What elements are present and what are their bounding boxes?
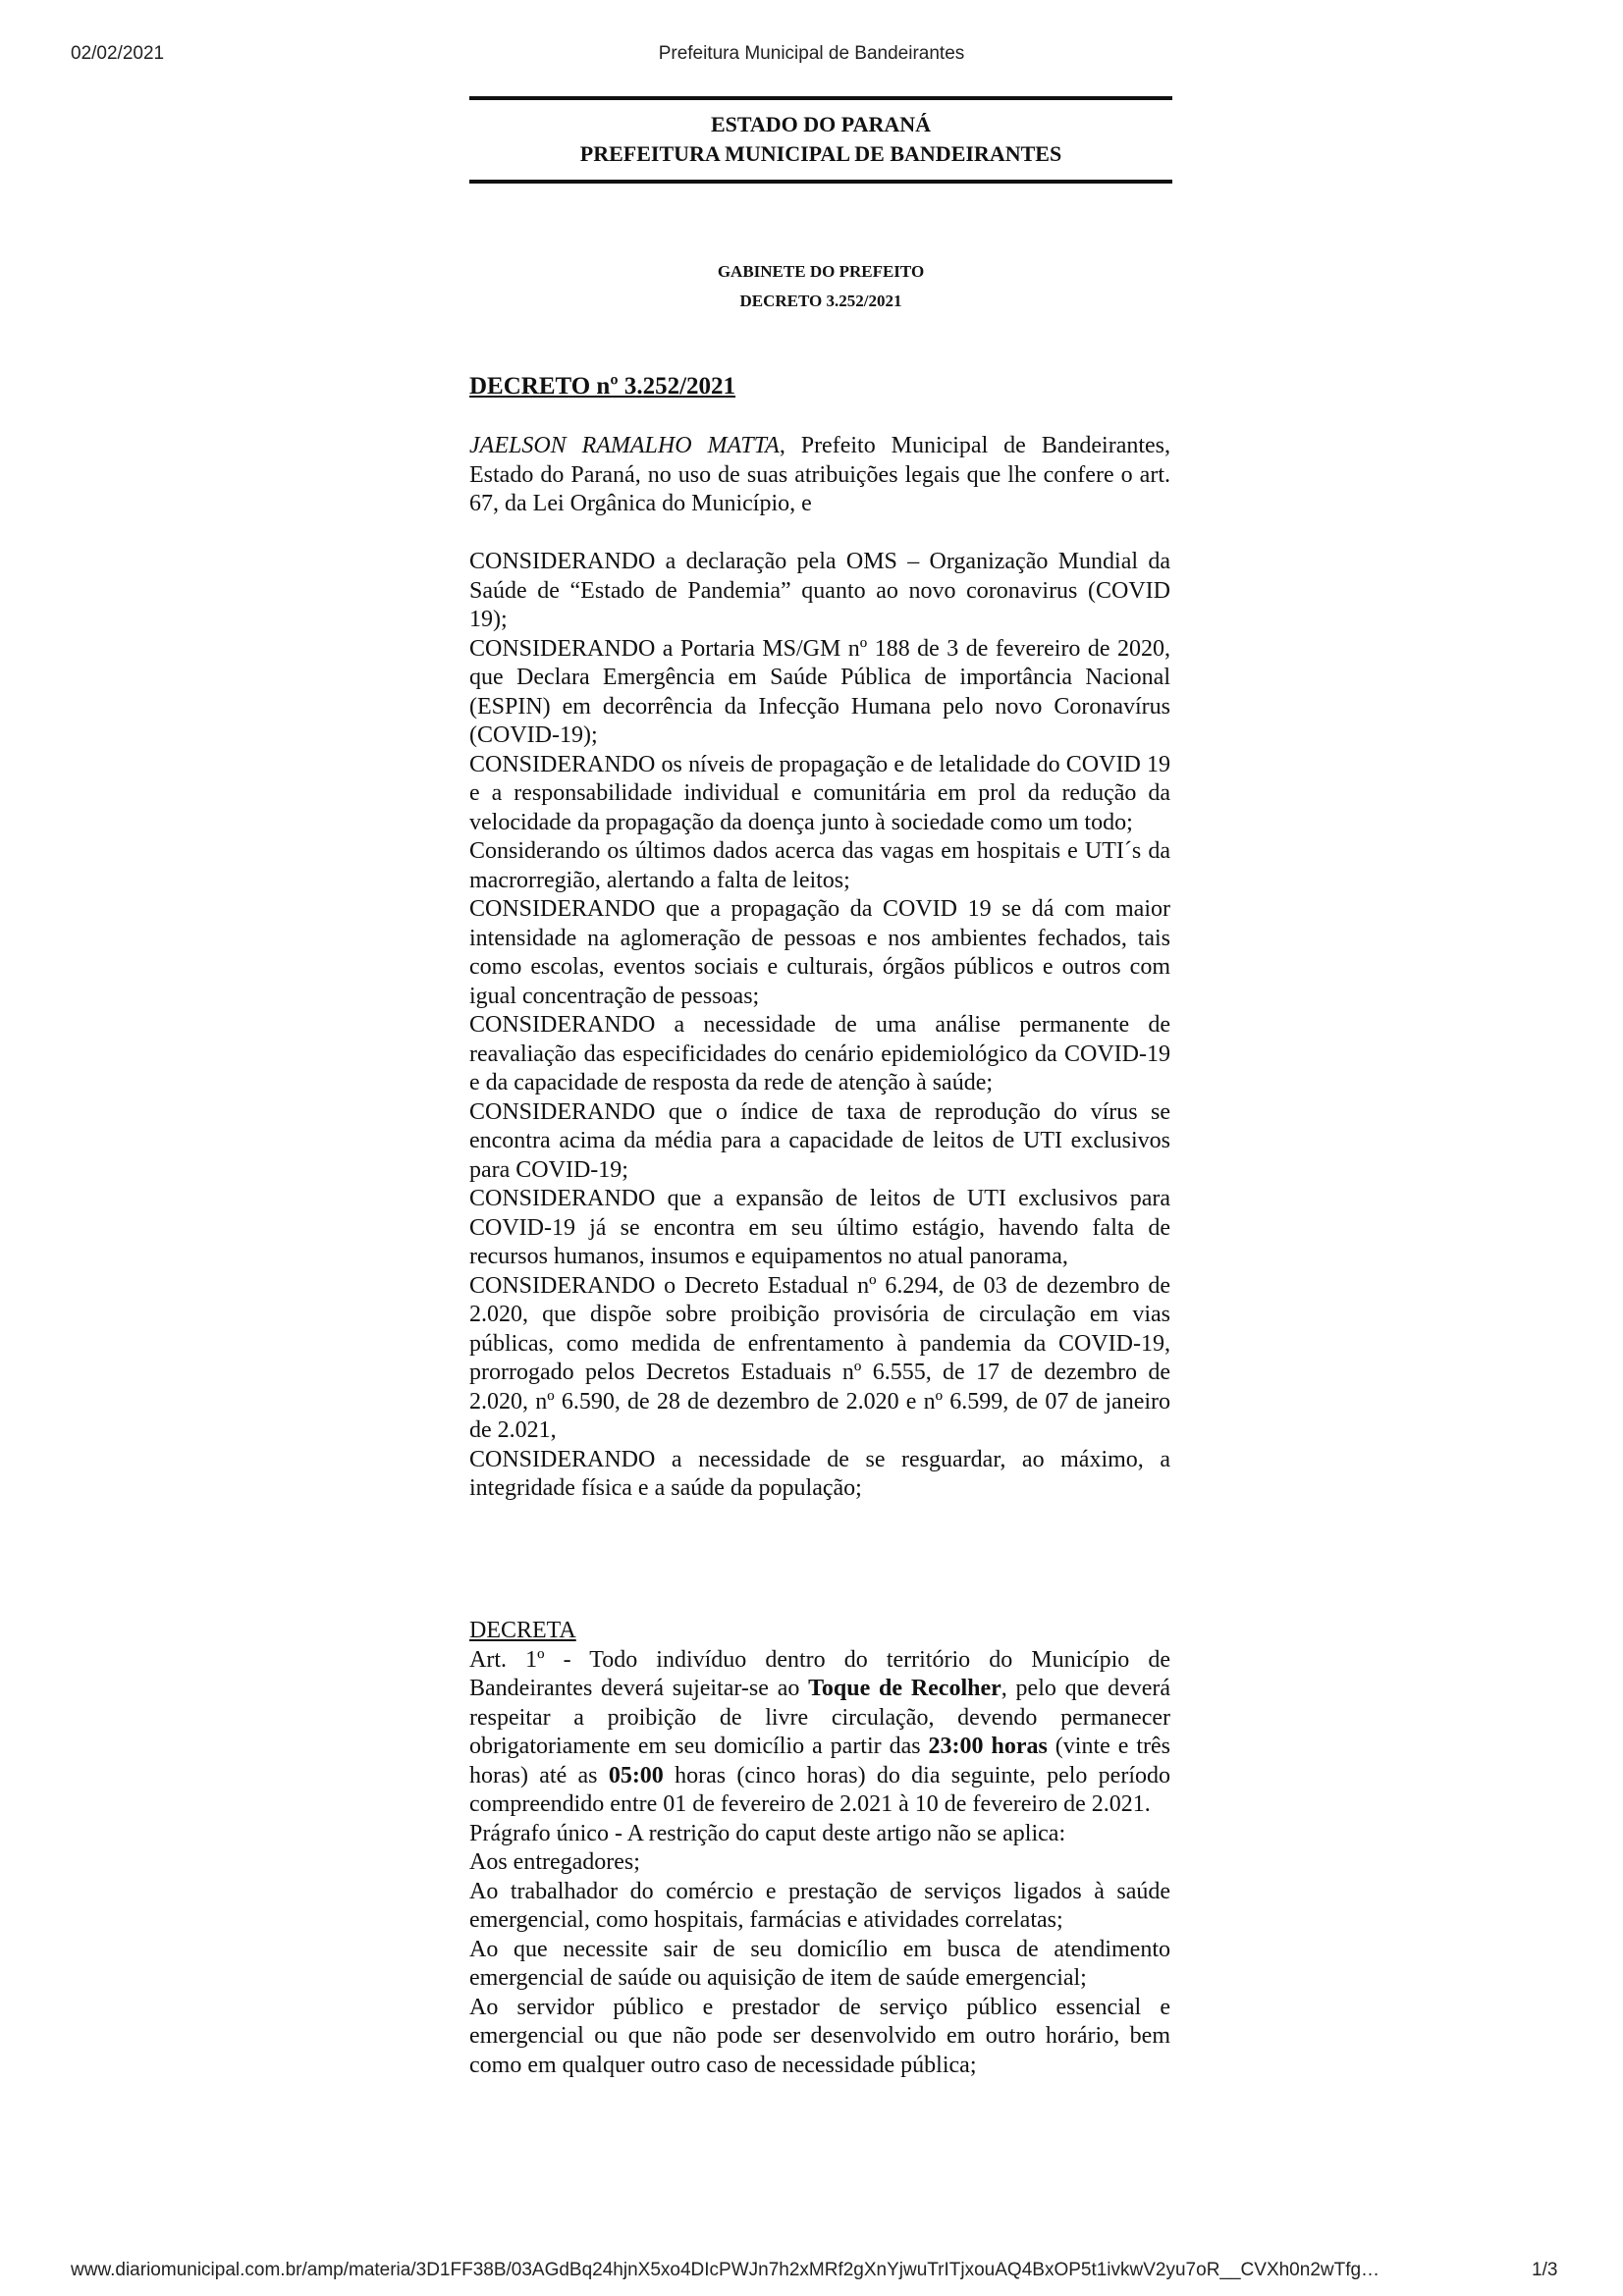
exemption-item: Aos entregadores; bbox=[469, 1849, 640, 1875]
considerations-list bbox=[469, 548, 1170, 1504]
letterhead-state: ESTADO DO PARANÁ bbox=[710, 112, 932, 136]
letterhead bbox=[469, 110, 1172, 169]
exemption-item: Ao que necessite sair de seu domicílio em busca de atendimento emergencial de saúde ou aquisição de item de saúde emergencial; bbox=[469, 1936, 1170, 1991]
article-1-text: , pelo que deverá respeitar a proibição de livre circulação, devendo permanecer obrigatoriamente em seu domicílio a partir das bbox=[469, 1676, 1171, 1759]
office-name: GABINETE DO PREFEITO bbox=[717, 262, 925, 281]
office-block bbox=[469, 257, 1172, 316]
curfew-start-time: 23:00 horas bbox=[928, 1734, 1048, 1759]
office-decree-number: DECRETO 3.252/2021 bbox=[739, 292, 902, 310]
letterhead-municipality: PREFEITURA MUNICIPAL DE BANDEIRANTES bbox=[579, 141, 1062, 166]
curfew-end-time: 05:00 bbox=[608, 1762, 664, 1789]
article-1-text: Art. 1º - Todo indivíduo dentro do território do Município de Bandeirantes deverá sujeitar-se ao bbox=[469, 1646, 1170, 1701]
print-page-title: Prefeitura Municipal de Bandeirantes bbox=[658, 43, 965, 64]
mayor-name: JAELSON RAMALHO MATTA bbox=[469, 433, 780, 458]
intro-paragraph bbox=[469, 432, 1170, 519]
article-1-text: horas (cinco horas) do dia seguinte, pelo período compreendido entre 01 de fevereiro de 2.021 à 10 de fevereiro de 2.021. bbox=[469, 1762, 1170, 1817]
consideration-item: CONSIDERANDO a Portaria MS/GM nº 188 de 3 de fevereiro de 2020, que Declara Emergência em Saúde Pública de importância Nacional (ESPIN) em decorrência da Infecção Humana pelo novo Coronavírus (COVID-19); bbox=[469, 635, 1170, 748]
consideration-item: Considerando os últimos dados acerca das vagas em hospitais e UTI´s da macrorregião, alertando a falta de leitos; bbox=[469, 838, 1170, 893]
exemption-item: Ao trabalhador do comércio e prestação de serviços ligados à saúde emergencial, como hospitais, farmácias e atividades correlatas; bbox=[469, 1878, 1170, 1933]
consideration-item: CONSIDERANDO o Decreto Estadual nº 6.294, de 03 de dezembro de 2.020, que dispõe sobre proibição provisória de circulação em vias públicas, como medida de enfrentamento à pandemia da COVID-19, prorrogado pelos Decretos Estaduais nº 6.555, de 17 de dezembro de 2.020, nº 6.590, de 28 de dezembro de 2.020 e nº 6.599, de 07 de janeiro de 2.021, bbox=[469, 1272, 1170, 1443]
consideration-item: CONSIDERANDO os níveis de propagação e de letalidade do COVID 19 e a responsabilidade individual e comunitária em prol da redução da velocidade da propagação da doença junto à sociedade como um todo; bbox=[469, 751, 1170, 835]
consideration-item: CONSIDERANDO que a propagação da COVID 19 se dá com maior intensidade na aglomeração de pessoas e nos ambientes fechados, tais como escolas, eventos sociais e culturais, órgãos públicos e outros com igual concentração de pessoas; bbox=[469, 896, 1170, 1009]
decree-heading: DECRETO nº 3.252/2021 bbox=[469, 373, 736, 400]
article-1 bbox=[469, 1646, 1170, 1820]
consideration-item: CONSIDERANDO a necessidade de uma análise permanente de reavaliação das especificidades do cenário epidemiológico da COVID-19 e da capacidade de resposta da rede de atenção à saúde; bbox=[469, 1012, 1170, 1095]
consideration-item: CONSIDERANDO a declaração pela OMS – Organização Mundial da Saúde de “Estado de Pandemia” quanto ao novo coronavirus (COVID 19); bbox=[469, 549, 1170, 632]
letterhead-top-rule bbox=[469, 96, 1172, 100]
consideration-item: CONSIDERANDO que a expansão de leitos de UTI exclusivos para COVID-19 já se encontra em seu último estágio, havendo falta de recursos humanos, insumos e equipamentos no atual panorama, bbox=[469, 1186, 1170, 1269]
consideration-item: CONSIDERANDO que o índice de taxa de reprodução do vírus se encontra acima da média para a capacidade de leitos de UTI exclusivos para COVID-19; bbox=[469, 1098, 1170, 1183]
consideration-item: CONSIDERANDO a necessidade de se resguardar, ao máximo, a integridade física e a saúde da população; bbox=[469, 1446, 1170, 1501]
letterhead-bottom-rule bbox=[469, 180, 1172, 184]
curfew-term: Toque de Recolher bbox=[808, 1676, 1001, 1701]
article-1-text: (vinte e três horas) até as bbox=[469, 1734, 1170, 1789]
print-date: 02/02/2021 bbox=[71, 43, 165, 64]
decreta-section bbox=[469, 1617, 1170, 2080]
exemption-item: Ao servidor público e prestador de serviço público essencial e emergencial ou que não pode ser desenvolvido em outro horário, bem como em qualquer outro caso de necessidade pública; bbox=[469, 1994, 1170, 2078]
print-page-number: 1/3 bbox=[1532, 2260, 1558, 2280]
intro-text: , Prefeito Municipal de Bandeirantes, Estado do Paraná, no uso de suas atribuições legais que lhe confere o art. 67, da Lei Orgânica do Município, e bbox=[469, 433, 1171, 516]
decreta-label: DECRETA bbox=[469, 1618, 576, 1643]
sole-paragraph: Prágrafo único - A restrição do caput deste artigo não se aplica: bbox=[469, 1820, 1066, 1846]
print-url: www.diariomunicipal.com.br/amp/materia/3D1FF38B/03AGdBq24hjnX5xo4DIcPWJn7h2xMRf2gXnYjwuTrITjxouAQ4BxOP5t1ivkwV2yu7oR__CVXh0n2wTfg… bbox=[71, 2260, 1380, 2280]
